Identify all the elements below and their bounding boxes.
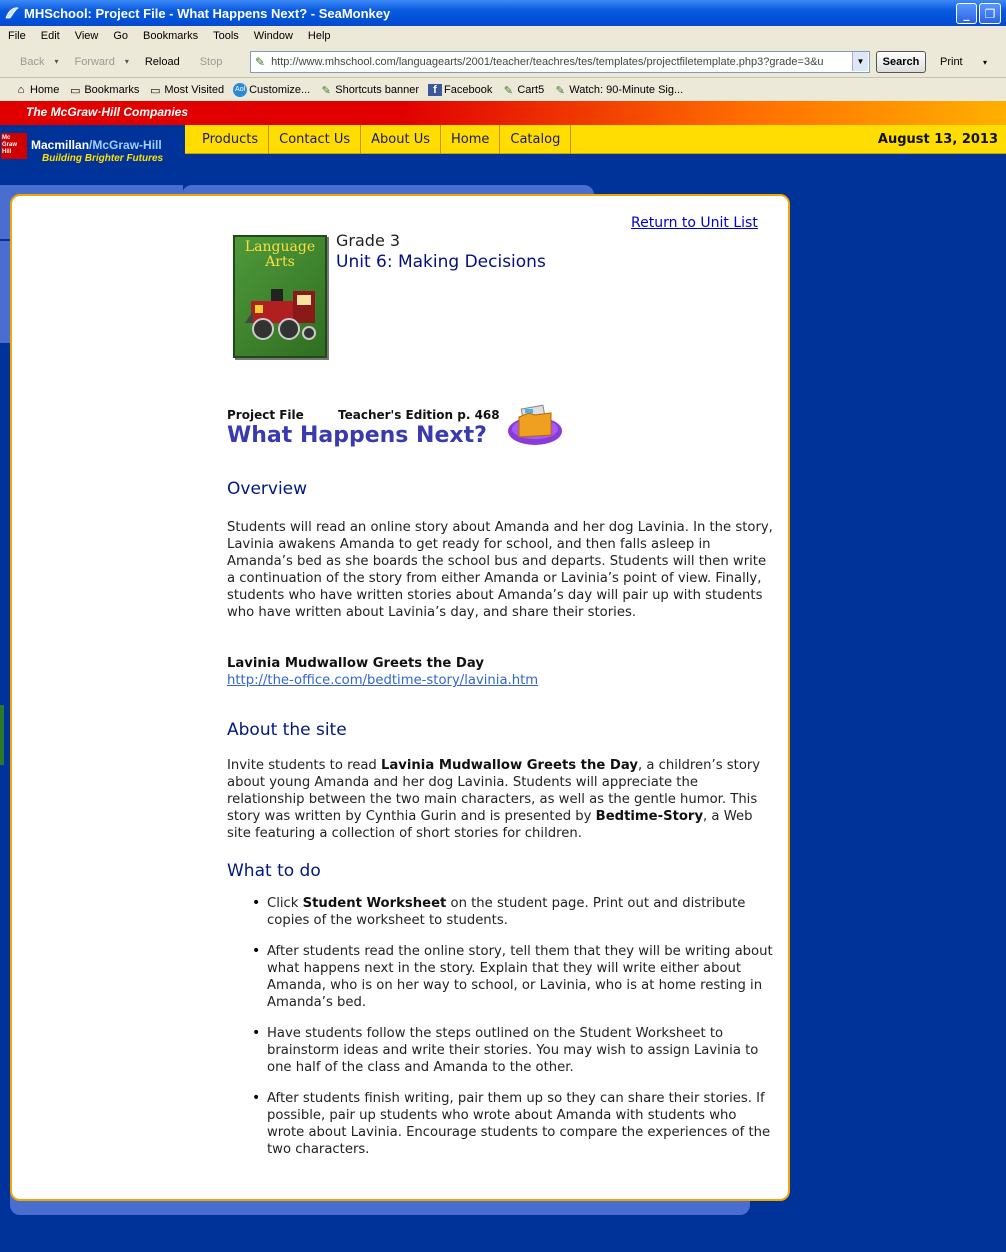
- forward-dropdown-icon[interactable]: ▾: [124, 57, 129, 66]
- train-illustration: [241, 281, 321, 345]
- menu-view[interactable]: View: [74, 30, 99, 42]
- menu-window[interactable]: Window: [253, 30, 293, 42]
- bookmark-label: Watch: 90-Minute Sig...: [569, 84, 684, 96]
- back-dropdown-icon[interactable]: ▾: [54, 57, 59, 66]
- bookmark-most-visited[interactable]: [148, 84, 224, 97]
- about-site-heading: About the site: [227, 720, 347, 740]
- about-text-3: , a Web site featuring a collection of short stories for children.: [227, 809, 753, 841]
- leaf-icon: ✎: [555, 84, 565, 97]
- menu-help[interactable]: Help: [307, 30, 331, 42]
- house-icon: ⌂: [17, 84, 25, 96]
- folder-icon: ▭: [70, 84, 81, 97]
- corporate-banner: [0, 101, 1006, 125]
- bookmark-home[interactable]: [14, 84, 59, 96]
- brand-tagline: Building Brighter Futures: [42, 153, 164, 164]
- window-titlebar[interactable]: [0, 0, 1006, 26]
- student-worksheet-label: Student Worksheet: [302, 896, 447, 911]
- bookmark-cart5[interactable]: [501, 84, 544, 97]
- project-file-label: Project File: [227, 408, 304, 422]
- page-title: What Happens Next?: [227, 423, 487, 448]
- about-site-text: [227, 757, 775, 842]
- overview-heading: Overview: [227, 479, 308, 499]
- reload-button[interactable]: Reload: [144, 55, 180, 68]
- folder-icon: ▭: [150, 84, 161, 97]
- forward-button[interactable]: [74, 56, 136, 68]
- grade-label: Grade 3: [336, 231, 401, 250]
- bookmark-label: Home: [30, 84, 60, 96]
- search-button[interactable]: Search: [876, 51, 926, 73]
- bookmark-label: Facebook: [444, 84, 493, 96]
- what-to-do-list: [250, 895, 775, 1172]
- todo-text: Click: [267, 896, 303, 911]
- unit-title: Unit 6: Making Decisions: [336, 252, 546, 272]
- aol-icon: Aol: [233, 83, 247, 97]
- todo-text: on the student page. Print out and distribute copies of the worksheet to students.: [267, 896, 746, 928]
- mcgraw-hill-logo-icon: Mc Graw Hill: [1, 133, 27, 159]
- window-title: MHSchool: Project File - What Happens Next? - SeaMonkey: [24, 5, 391, 21]
- url-dropdown-icon[interactable]: ▼: [852, 52, 868, 71]
- bookmark-facebook[interactable]: [428, 84, 492, 96]
- bookmark-label: Cart5: [517, 84, 545, 96]
- bookmark-bookmarks[interactable]: [68, 84, 139, 97]
- book-cover-image: [233, 235, 327, 358]
- return-to-unit-list-link[interactable]: Return to Unit List: [631, 215, 758, 231]
- list-item: • After students read the online story, tell them that they will be writing about what happens next in the story. Explain that they will write either about Amanda, who is on her way to school, or Lavinia, who is at home resting in Amanda’s bed.: [250, 943, 775, 1011]
- nav-about-us[interactable]: About Us: [361, 125, 441, 154]
- list-item: [250, 895, 775, 929]
- print-button[interactable]: Print: [940, 56, 963, 68]
- bookmark-shortcuts-banner[interactable]: [319, 84, 419, 97]
- corporate-name: The McGraw·Hill Companies: [26, 105, 189, 119]
- site-logo[interactable]: [0, 125, 185, 170]
- current-date: August 13, 2013: [877, 131, 998, 147]
- facebook-icon: f: [428, 84, 442, 96]
- list-item: • Have students follow the steps outlined on the Student Worksheet to brainstorm ideas and write their stories. You may wish to assign Lavinia to one half of the class and Amanda to the other.: [250, 1025, 775, 1076]
- menu-edit[interactable]: Edit: [40, 30, 60, 42]
- menu-bookmarks[interactable]: Bookmarks: [143, 30, 199, 42]
- book-cover-title: Language Arts: [244, 239, 316, 270]
- navigation-toolbar: [0, 46, 1006, 78]
- top-navigation: [185, 125, 1006, 154]
- menu-go[interactable]: Go: [113, 30, 129, 42]
- about-text-2: , a children’s story about young Amanda and her dog Lavinia. Students will appreciate the relationship between the two main characters, as well as the gentle humor. This story was written by Cynthia Gurin and is presented by: [227, 758, 761, 824]
- bookmark-label: Most Visited: [164, 84, 225, 96]
- teacher-edition-label: Teacher's Edition p. 468: [338, 408, 500, 422]
- url-input[interactable]: [250, 51, 870, 73]
- story-title: Lavinia Mudwallow Greets the Day: [227, 656, 484, 671]
- bookmark-watch[interactable]: [553, 84, 683, 97]
- about-story-name: Lavinia Mudwallow Greets the Day: [381, 758, 638, 773]
- bookmark-label: Customize...: [249, 84, 311, 96]
- forward-label: Forward: [74, 55, 115, 68]
- minimize-button[interactable]: _: [956, 3, 977, 24]
- leaf-icon: ✎: [503, 84, 513, 97]
- leaf-icon: ✎: [321, 84, 331, 97]
- overview-text: Students will read an online story about Amanda and her dog Lavinia. In the story, Lavinia awakens Amanda to get ready for school, and then falls asleep in Amanda’s bed as she boards the school bus and departs. Students will then write a continuation of the story from either Amanda or Lavinia’s point of view. Finally, students who have written stories about Amanda’s day will pair up with students who have written about Lavinia’s day, and share their stories.: [227, 520, 773, 620]
- print-dropdown-icon[interactable]: ▾: [983, 58, 988, 67]
- stop-button[interactable]: Stop: [199, 55, 223, 68]
- restore-button[interactable]: ❐: [979, 3, 1001, 24]
- brand-name: [31, 138, 162, 152]
- bookmarks-toolbar: [0, 79, 1006, 101]
- nav-home[interactable]: Home: [441, 125, 500, 154]
- menu-file[interactable]: File: [8, 30, 26, 42]
- back-button[interactable]: [20, 56, 66, 68]
- menu-bar: [0, 26, 1006, 46]
- brand-macmillan: Macmillan: [31, 138, 90, 152]
- nav-products[interactable]: Products: [185, 125, 269, 154]
- url-text: http://www.mhschool.com/languagearts/2001/teacher/teachres/tes/templates/projectfiletemplate.php3?grade=3&u: [271, 56, 824, 68]
- seamonkey-icon: [4, 5, 20, 21]
- back-label: Back: [20, 55, 45, 68]
- brand-mcgraw-hill: /McGraw-Hill: [89, 138, 162, 152]
- nav-contact-us[interactable]: Contact Us: [269, 125, 361, 154]
- story-link[interactable]: http://the-office.com/bedtime-story/lavinia.htm: [227, 673, 539, 688]
- site-leaf-icon: ✎: [255, 55, 266, 69]
- nav-catalog[interactable]: Catalog: [500, 125, 571, 154]
- bookmark-customize[interactable]: [233, 83, 310, 97]
- web-page: [0, 101, 1006, 1252]
- bookmark-label: Shortcuts banner: [335, 84, 420, 96]
- about-site-name: Bedtime-Story: [595, 809, 704, 824]
- about-text-1: Invite students to read: [227, 758, 381, 773]
- list-item: • After students finish writing, pair them up so they can share their stories. If possible, pair up students who wrote about Amanda with students who wrote about Lavinia. Encourage students to compare the experiences of the two characters.: [250, 1090, 775, 1158]
- left-edge-strip: [0, 705, 4, 765]
- menu-tools[interactable]: Tools: [213, 30, 239, 42]
- what-to-do-heading: What to do: [227, 861, 321, 881]
- project-folder-icon: [505, 401, 565, 449]
- bookmark-label: Bookmarks: [84, 84, 140, 96]
